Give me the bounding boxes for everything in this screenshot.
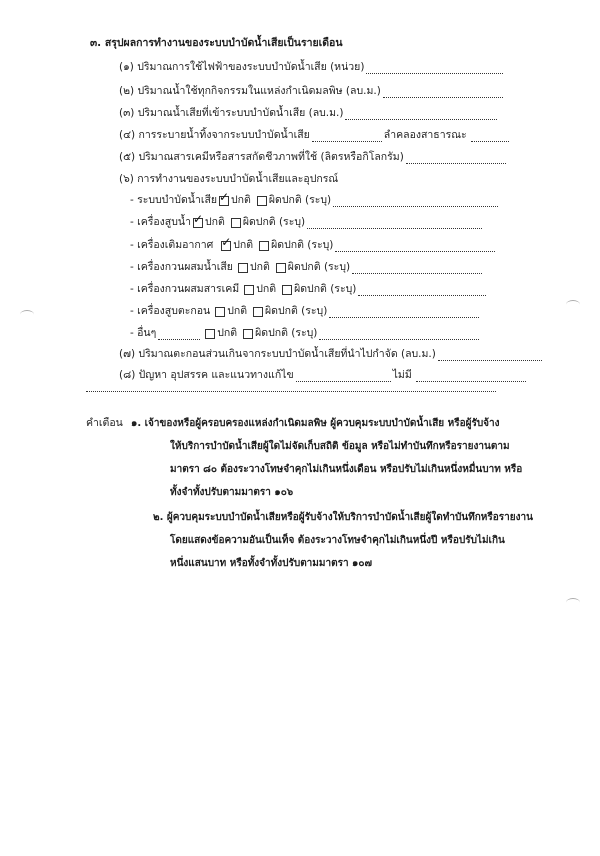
equipment-label: - อื่นๆ: [130, 327, 157, 339]
item-5-label: (๕) ปริมาณสารเคมีหรือสารสกัดชีวภาพที่ใช้ (ลิตรหรือกิโลกรัม): [119, 151, 404, 163]
item-1-label: (๑) ปริมาณการใช้ไฟฟ้าของระบบบำบัดน้ำเสีย (หน่วย): [119, 61, 365, 73]
item-6-label: (๖) การทำงานของระบบบำบัดน้ำเสียและอุปกรณ์: [119, 173, 339, 185]
abnormal-blank: [319, 329, 479, 340]
scan-mark-right: [566, 300, 580, 309]
abnormal-blank: [329, 307, 479, 318]
normal-label: ปกติ: [204, 216, 225, 228]
abnormal-checkbox[interactable]: [257, 196, 267, 206]
abnormal-checkbox[interactable]: [259, 241, 269, 251]
equipment-label: - เครื่องสูบน้ำ: [130, 216, 191, 228]
abnormal-blank: [358, 285, 486, 296]
normal-checkbox[interactable]: [193, 218, 203, 228]
equipment-label: - ระบบบำบัดน้ำเสีย: [130, 194, 218, 206]
equipment-row: [130, 238, 495, 252]
warning-p2-line: หนึ่งแสนบาท หรือทั้งจำทั้งปรับตามมาตรา ๑๐๗: [170, 558, 373, 569]
item-7-blank: [438, 350, 542, 361]
warning-p1-line: มาตรา ๘๐ ต้องระวางโทษจำคุกไม่เกินหนึ่งเดือน หรือปรับไม่เกินหนึ่งหมื่นบาท หรือ: [170, 464, 523, 475]
item-4-label: (๔) การระบายน้ำทิ้งจากระบบบำบัดน้ำเสีย: [119, 129, 310, 141]
normal-checkbox[interactable]: [238, 263, 248, 273]
item-7: [119, 347, 542, 361]
equipment-label: - เครื่องกวนผสมสารเคมี: [130, 283, 240, 295]
item-3-label: (๓) ปริมาณน้ำเสียที่เข้าระบบบำบัดน้ำเสีย (ลบ.ม.): [119, 107, 344, 119]
normal-checkbox[interactable]: [221, 241, 231, 251]
item-8: [119, 368, 526, 382]
item-4-blank-b: [471, 131, 509, 142]
normal-label: ปกติ: [231, 194, 251, 206]
item-2-label: (๒) ปริมาณน้ำใช้ทุกกิจกรรมในแหล่งกำเนิดมลพิษ (ลบ.ม.): [119, 85, 381, 97]
equipment-label: - เครื่องกวนผสมน้ำเสีย: [130, 261, 233, 273]
abnormal-checkbox[interactable]: [231, 218, 241, 228]
warning-p2-line: ๒. ผู้ควบคุมระบบบำบัดน้ำเสียหรือผู้รับจ้างให้บริการบำบัดน้ำเสียผู้ใดทำบันทึกหรือรายงาน: [153, 512, 533, 523]
item-2-blank: [383, 87, 503, 98]
abnormal-label: ผิดปกติ (ระบุ): [242, 216, 306, 228]
equipment-label: - เครื่องสูบตะกอน: [130, 305, 211, 317]
equipment-row: [130, 304, 479, 318]
equipment-label: - เครื่องเติมอากาศ: [130, 239, 214, 251]
equipment-row: [130, 260, 482, 274]
normal-label: ปกติ: [217, 327, 238, 339]
abnormal-label: ผิดปกติ (ระบุ): [268, 194, 332, 206]
normal-checkbox[interactable]: [215, 307, 225, 317]
abnormal-label: ผิดปกติ (ระบุ): [265, 305, 328, 317]
item-3: [119, 106, 497, 120]
normal-checkbox[interactable]: [205, 329, 215, 339]
normal-label: ปกติ: [233, 239, 254, 251]
item-2: [119, 84, 503, 98]
abnormal-label: ผิดปกติ (ระบุ): [294, 283, 357, 295]
abnormal-label: ผิดปกติ (ระบุ): [287, 261, 351, 273]
item-1-blank: [366, 63, 503, 74]
item-7-label: (๗) ปริมาณตะกอนส่วนเกินจากระบบบำบัดน้ำเสียที่นำไปกำจัด (ลบ.ม.): [119, 348, 436, 360]
item-8-value: ไม่มี: [392, 369, 412, 381]
item-8-label: (๘) ปัญหา อุปสรรค และแนวทางแก้ไข: [119, 369, 294, 381]
abnormal-label: ผิดปกติ (ระบุ): [255, 327, 318, 339]
item-3-blank: [345, 109, 497, 120]
warning-p2-line: โดยแสดงข้อความอันเป็นเท็จ ต้องระวางโทษจำคุกไม่เกินหนึ่งปี หรือปรับไม่เกิน: [170, 535, 505, 546]
equipment-row: [130, 326, 479, 340]
other-blank: [158, 329, 200, 340]
abnormal-blank: [307, 218, 482, 229]
equipment-row: [130, 282, 486, 296]
item-4: [119, 128, 509, 142]
normal-checkbox[interactable]: [244, 285, 254, 295]
normal-label: ปกติ: [227, 305, 248, 317]
section-heading: [90, 36, 343, 50]
abnormal-checkbox[interactable]: [243, 329, 253, 339]
warning-title: คำเตือน: [86, 417, 123, 429]
normal-checkbox[interactable]: [219, 196, 229, 206]
warning-p1-line: ๑. เจ้าของหรือผู้ครอบครองแหล่งกำเนิดมลพิษ ผู้ควบคุมระบบบำบัดน้ำเสีย หรือผู้รับจ้าง: [131, 418, 500, 429]
warning-p1-line: ให้บริการบำบัดน้ำเสียผู้ใดไม่จัดเก็บสถิติ ข้อมูล หรือไม่ทำบันทึกหรือรายงานตาม: [170, 441, 510, 452]
item-5-blank: [406, 153, 506, 164]
abnormal-checkbox[interactable]: [282, 285, 292, 295]
warning-p1-line: ทั้งจำทั้งปรับตามมาตรา ๑๐๖: [170, 487, 294, 498]
section-heading-text: ๓. สรุปผลการทำงานของระบบบำบัดน้ำเสียเป็นรายเดือน: [90, 37, 343, 49]
item-6: [119, 172, 338, 186]
abnormal-blank: [352, 263, 482, 274]
item-4-blank-a: [312, 131, 382, 142]
equipment-row: [130, 193, 498, 207]
abnormal-checkbox[interactable]: [276, 263, 286, 273]
scan-mark-left: [20, 310, 34, 319]
equipment-row: [130, 215, 482, 229]
abnormal-checkbox[interactable]: [253, 307, 263, 317]
item-1: [119, 60, 503, 74]
item-5: [119, 150, 506, 164]
normal-label: ปกติ: [249, 261, 270, 273]
item-8-blank-b: [416, 371, 526, 382]
item-4-value: ลำคลองสาธารณะ: [383, 129, 467, 141]
abnormal-blank: [335, 241, 495, 252]
item-8-continuation-line: [86, 390, 496, 392]
item-8-blank-a: [296, 371, 391, 382]
scan-mark-right-lower: [566, 598, 580, 607]
normal-label: ปกติ: [256, 283, 277, 295]
abnormal-label: ผิดปกติ (ระบุ): [271, 239, 334, 251]
abnormal-blank: [333, 196, 498, 207]
